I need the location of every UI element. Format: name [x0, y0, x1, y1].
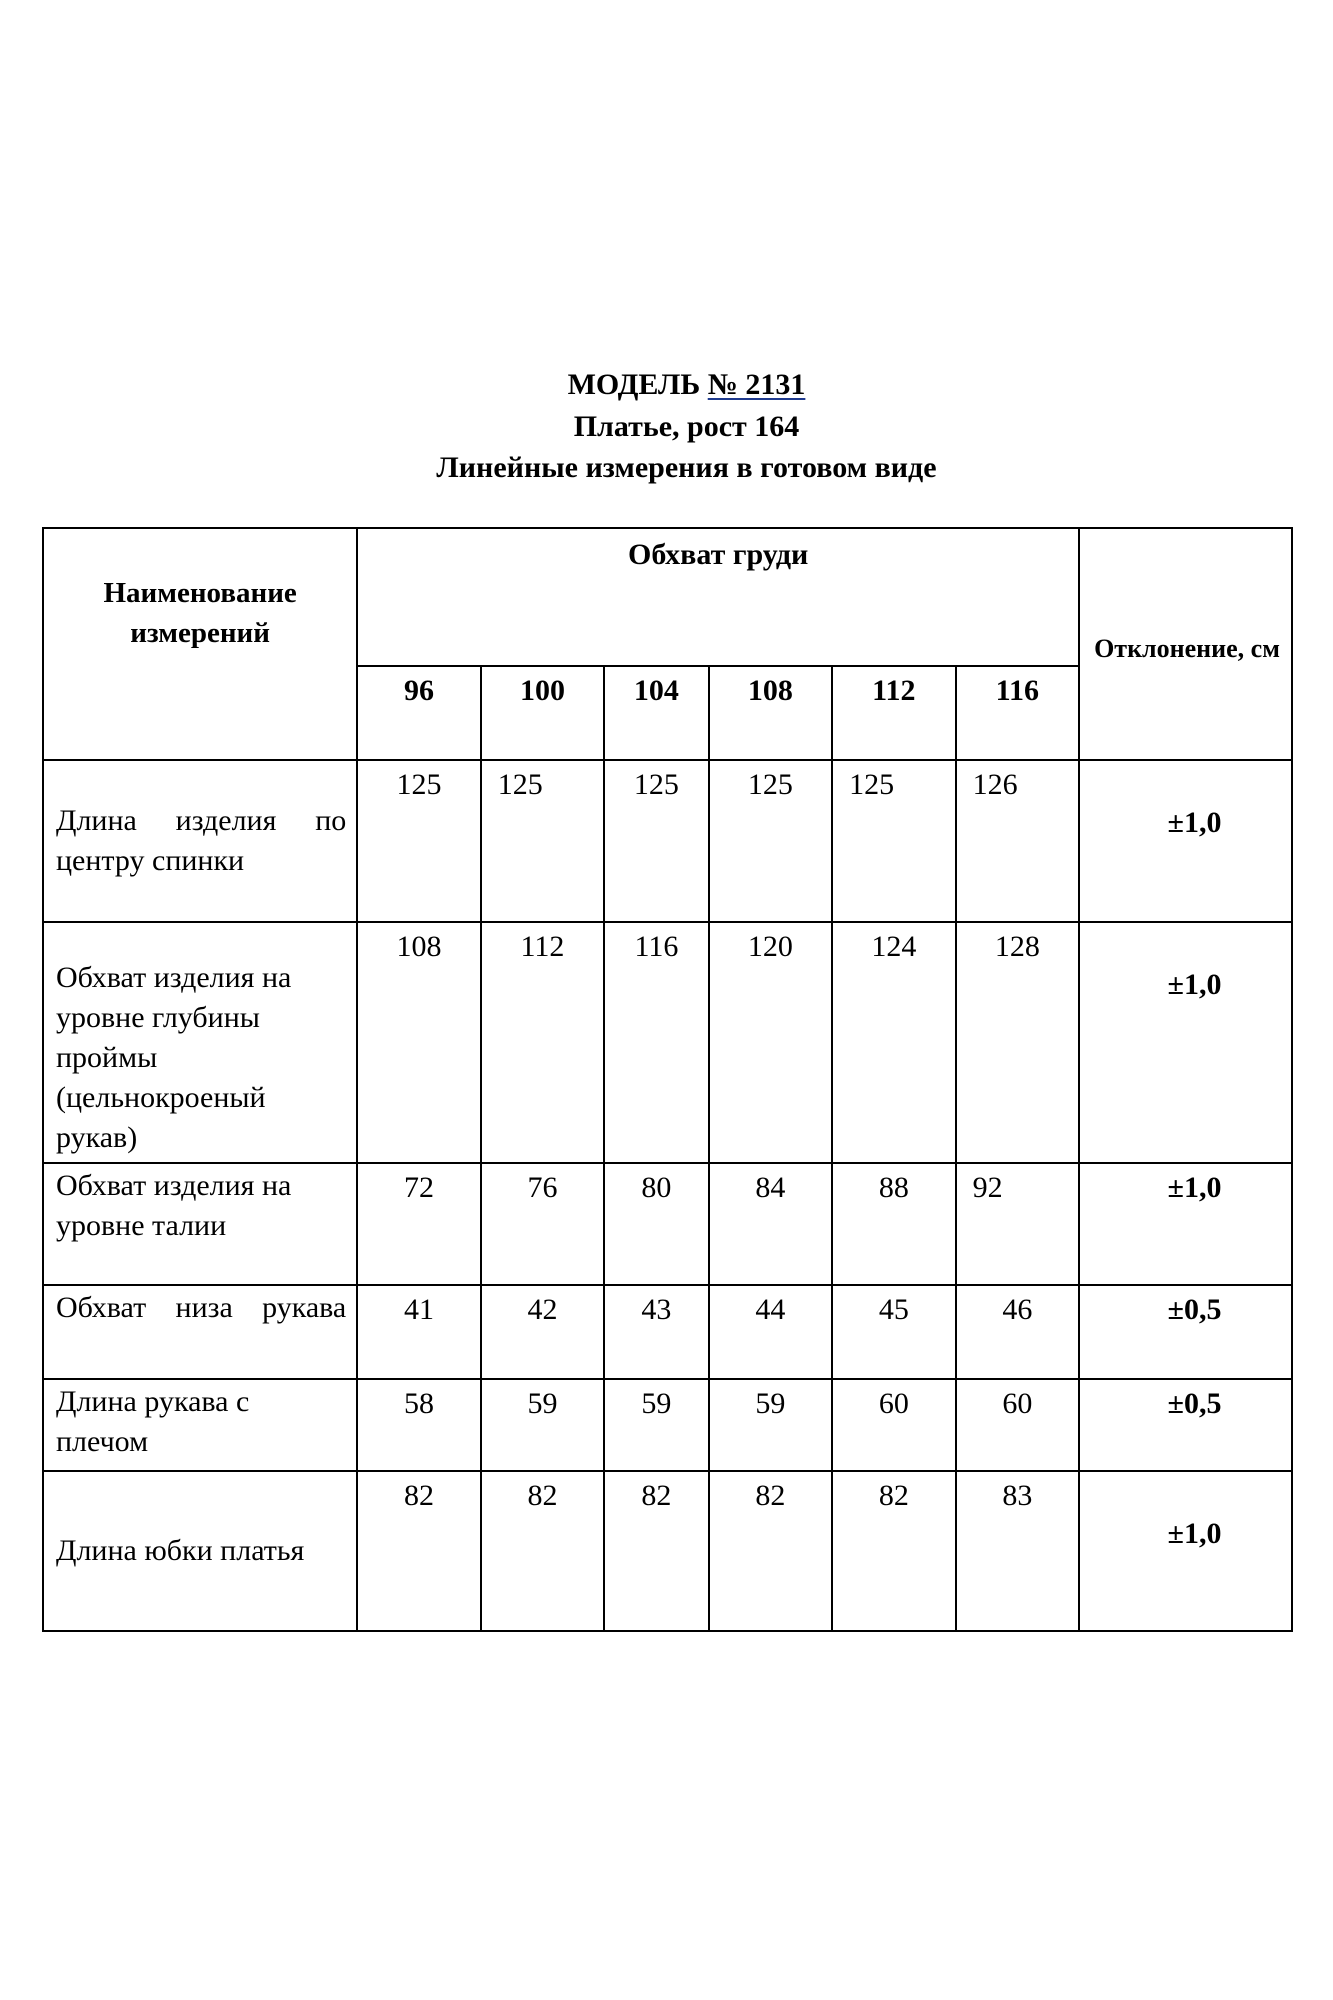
- size-header: 96: [357, 666, 480, 760]
- deviation-header-filler: [1079, 666, 1292, 760]
- measurement-value: 41: [357, 1285, 480, 1379]
- measurement-value: 82: [357, 1471, 480, 1631]
- measurement-value: 82: [481, 1471, 604, 1631]
- measurement-value: 92: [956, 1163, 1079, 1285]
- measurement-value: 76: [481, 1163, 604, 1285]
- size-header: 108: [709, 666, 832, 760]
- measurement-value: 59: [481, 1379, 604, 1471]
- model-title-prefix: МОДЕЛЬ: [567, 368, 708, 401]
- measurement-value: 128: [956, 922, 1079, 1163]
- measurement-value: 125: [604, 760, 708, 922]
- model-number: № 2131: [707, 368, 806, 401]
- measurement-value: 46: [956, 1285, 1079, 1379]
- table-row: [43, 1285, 1292, 1379]
- measurement-value: 60: [956, 1379, 1079, 1471]
- size-header: 100: [481, 666, 604, 760]
- measurement-value: 120: [709, 922, 832, 1163]
- measurement-name-header: Наименование измерений: [43, 528, 357, 760]
- measurement-value: 80: [604, 1163, 708, 1285]
- measurement-value: 125: [481, 760, 604, 922]
- measurement-value: 82: [604, 1471, 708, 1631]
- size-header: 112: [832, 666, 955, 760]
- measurement-name: Обхват изделия на уровне глубины проймы (цельнокроеный рукав): [43, 922, 357, 1163]
- measurement-name: Длина изделия по центру спинки: [43, 760, 357, 922]
- deviation-value: ±1,0: [1079, 922, 1292, 1163]
- measurement-value: 88: [832, 1163, 955, 1285]
- measurement-name: Длина юбки платья: [43, 1471, 357, 1631]
- deviation-value: ±1,0: [1079, 1471, 1292, 1631]
- measurement-value: 44: [709, 1285, 832, 1379]
- measurement-value: 59: [709, 1379, 832, 1471]
- measurements-description: Линейные измерения в готовом виде: [436, 451, 937, 484]
- header-row-group: [43, 528, 1292, 666]
- measurement-value: 60: [832, 1379, 955, 1471]
- measurements-table: [42, 527, 1293, 1632]
- deviation-value: ±1,0: [1079, 1163, 1292, 1285]
- size-header: 116: [956, 666, 1079, 760]
- size-header: 104: [604, 666, 708, 760]
- table-row: [43, 1379, 1292, 1471]
- table-row: [43, 760, 1292, 922]
- measurement-name: Обхват изделия на уровне талии: [43, 1163, 357, 1285]
- deviation-value: ±0,5: [1079, 1379, 1292, 1471]
- measurement-value: 126: [956, 760, 1079, 922]
- table-row: [43, 922, 1292, 1163]
- measurement-value: 59: [604, 1379, 708, 1471]
- deviation-header: Отклонение, см: [1079, 528, 1292, 666]
- measurement-value: 72: [357, 1163, 480, 1285]
- model-title: [20, 365, 1333, 405]
- measurement-value: 58: [357, 1379, 480, 1471]
- product-subtitle: Платье, рост 164: [573, 410, 800, 443]
- measurement-value: 42: [481, 1285, 604, 1379]
- measurement-value: 83: [956, 1471, 1079, 1631]
- table-row: [43, 1163, 1292, 1285]
- chest-girth-header: Обхват груди: [357, 528, 1079, 666]
- measurement-value: 116: [604, 922, 708, 1163]
- measurement-value: 43: [604, 1285, 708, 1379]
- deviation-value: ±0,5: [1079, 1285, 1292, 1379]
- measurement-name: Обхват низа рукава: [43, 1285, 357, 1379]
- measurement-value: 108: [357, 922, 480, 1163]
- measurement-value: 112: [481, 922, 604, 1163]
- measurement-value: 125: [832, 760, 955, 922]
- measurement-value: 82: [709, 1471, 832, 1631]
- measurement-value: 124: [832, 922, 955, 1163]
- table-row: [43, 1471, 1292, 1631]
- measurement-value: 45: [832, 1285, 955, 1379]
- measurement-value: 125: [709, 760, 832, 922]
- measurement-value: 84: [709, 1163, 832, 1285]
- measurement-value: 125: [357, 760, 480, 922]
- measurement-value: 82: [832, 1471, 955, 1631]
- measurement-name: Длина рукава с плечом: [43, 1379, 357, 1471]
- deviation-value: ±1,0: [1079, 760, 1292, 922]
